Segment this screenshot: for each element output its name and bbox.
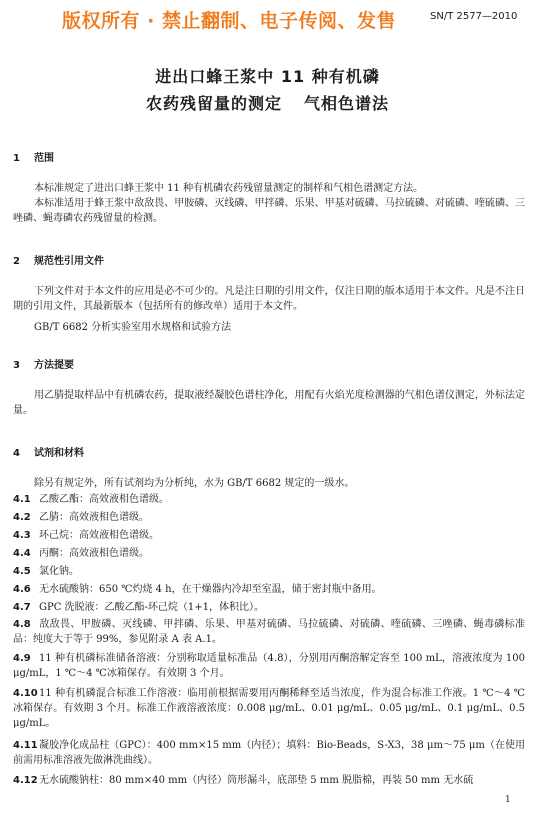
list-item: 4.2 乙腈：高效液相色谱级。: [13, 512, 149, 523]
list-item: 4.9 11 种有机磷标准储备溶液：分别称取适量标准品（4.8），分别用丙酮溶解定容至 100 mL，溶液浓度为 100 μg/mL，1 ℃～4 ℃冰箱保存。有效期 3 个月。: [13, 653, 525, 679]
paragraph: GB/T 6682 分析实验室用水规格和试验方法: [34, 322, 232, 333]
copyright-watermark: 版权所有 · 禁止翻制、电子传阅、发售: [62, 10, 396, 32]
paragraph: 用乙腈提取样品中有机磷农药，提取液经凝胶色谱柱净化，用配有火焰光度检测器的气相色谱仪测定，外标法定量。: [13, 390, 525, 416]
list-item: 4.8 敌敌畏、甲胺磷、灭线磷、甲拌磷、乐果、甲基对硫磷、马拉硫磷、对硫磷、喹硫磷、三唑磷、蝇毒磷标准品：纯度大于等于 99%，参见附录 A 表 A.1。: [13, 619, 525, 645]
paragraph: 本标准适用于蜂王浆中敌敌畏、甲胺磷、灭线磷、甲拌磷、乐果、甲基对硫磷、马拉硫磷、对硫磷、喹硫磷、三唑磷、蝇毒磷农药残留量的检测。: [13, 198, 525, 224]
document-title-line1: 进出口蜂王浆中 11 种有机磷: [155, 67, 380, 86]
title-part-b: 气相色谱法: [304, 94, 390, 113]
section-number: 1: [13, 153, 20, 164]
list-item: 4.4 丙酮：高效液相色谱级。: [13, 548, 149, 559]
paragraph: 下列文件对于本文件的应用是必不可少的。凡是注日期的引用文件，仅注日期的版本适用于本文件。凡是不注日期的引用文件，其最新版本（包括所有的修改单）适用于本文件。: [13, 286, 525, 312]
list-item: 4.5 氯化钠。: [13, 566, 79, 577]
document-title-line2: [0, 91, 535, 114]
list-item: 4.1011 种有机磷混合标准工作溶液：临用前根据需要用丙酮稀释至适当浓度，作为混合标准工作液。1 ℃～4 ℃冰箱保存。有效期 3 个月。标准工作液溶液浓度：0.008 μg/mL、0.01 μg/mL、0.05 μg/mL、0.1 μg/mL、0.5 μg/mL。: [13, 688, 525, 729]
list-item: 4.11凝胶净化成品柱（GPC）：400 mm×15 mm（内径）；填料：Bio-Beads，S-X3，38 μm～75 μm（在使用前需用标准溶液先做淋洗曲线）。: [13, 740, 525, 766]
section-heading-reagents: [13, 444, 84, 459]
section-heading-principle: [13, 356, 74, 371]
section-heading-scope: [13, 149, 54, 164]
list-item: 4.7 GPC 洗脱液：乙酸乙酯-环己烷（1+1，体积比）。: [13, 602, 265, 613]
title-part-a: 农药残留量的测定: [145, 94, 282, 113]
section-title: 规范性引用文件: [34, 256, 104, 267]
section-number: 3: [13, 360, 20, 371]
section-title: 试剂和材料: [34, 448, 84, 459]
list-item: 4.3 环己烷：高效液相色谱级。: [13, 530, 159, 541]
section-number: 4: [13, 448, 20, 459]
section-heading-references: [13, 252, 104, 267]
standard-number: SN/T 2577—2010: [430, 11, 518, 22]
section-title: 范围: [34, 153, 54, 164]
paragraph: 本标准规定了进出口蜂王浆中 11 种有机磷农药残留量测定的制样和气相色谱测定方法。: [34, 183, 424, 194]
list-item: 4.12无水硫酸钠柱：80 mm×40 mm（内径）筒形漏斗，底部垫 5 mm 脱脂棉，再装 50 mm 无水硫: [13, 775, 474, 786]
page-number: 1: [505, 795, 511, 805]
section-number: 2: [13, 256, 20, 267]
paragraph: 除另有规定外，所有试剂均为分析纯，水为 GB/T 6682 规定的一级水。: [34, 478, 355, 489]
section-title: 方法提要: [34, 360, 74, 371]
list-item: 4.1 乙酸乙酯：高效液相色谱级。: [13, 494, 169, 505]
list-item: 4.6 无水硫酸钠：650 ℃灼烧 4 h，在干燥器内冷却至室温，储于密封瓶中备用。: [13, 584, 382, 595]
